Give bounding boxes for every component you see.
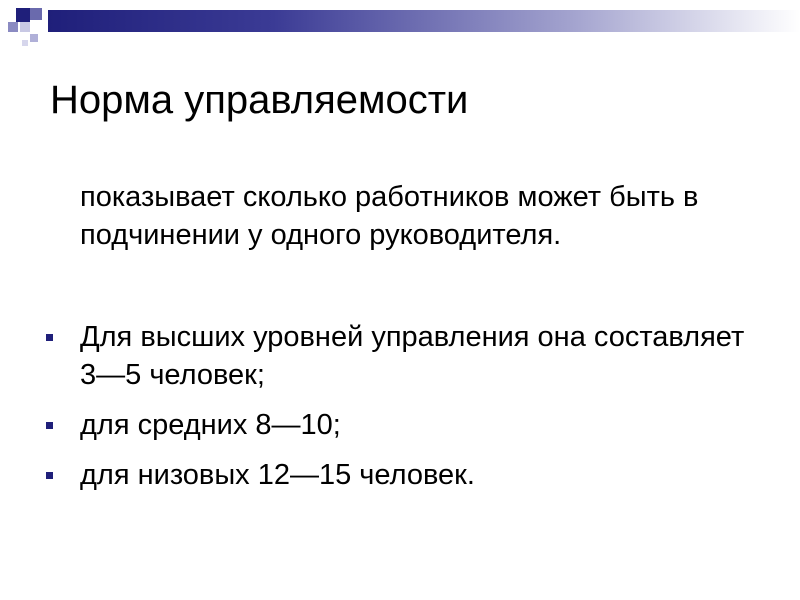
decor-square [8,22,18,32]
bullet-text: для низовых 12—15 человек. [80,459,475,491]
square-bullet-icon [46,334,53,341]
bullet-text: для средних 8—10; [80,409,341,441]
bullet-item [40,456,760,494]
slide-intro-text: показывает сколько работников может быть в подчинении у одного руководителя. [80,181,699,251]
decor-square [30,8,42,20]
square-bullet-icon [46,422,53,429]
square-bullet-icon [46,472,53,479]
bullet-item [40,318,760,394]
bullet-item [40,406,760,444]
decor-square [20,22,30,32]
decor-square [22,40,28,46]
slide-title: Норма управляемости [50,78,469,122]
header-gradient-bar [48,10,800,32]
bullet-list [40,318,760,506]
decor-square [16,8,30,22]
bullet-text: Для высших уровней управления она составляет 3—5 человек; [80,321,745,391]
decor-square [30,34,38,42]
